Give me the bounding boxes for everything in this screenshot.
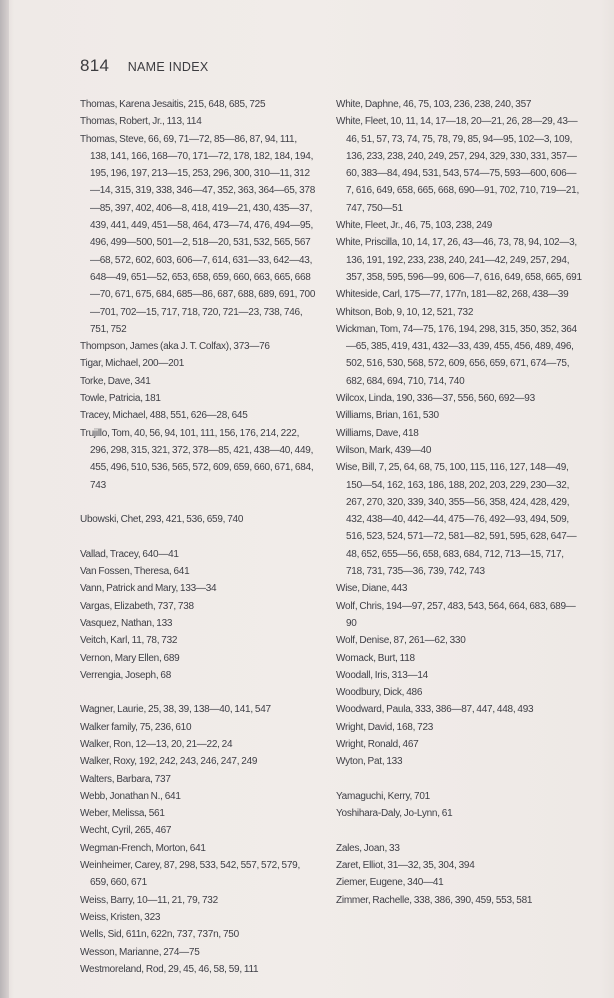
index-entry: Woodall, Iris, 313—14 xyxy=(336,669,428,681)
index-entry: Vasquez, Nathan, 133 xyxy=(80,617,173,629)
index-entry: Van Fossen, Theresa, 641 xyxy=(80,566,190,578)
index-column-right xyxy=(336,96,584,909)
index-entry: Veitch, Karl, 11, 78, 732 xyxy=(80,635,178,647)
index-entry: Wegman-French, Morton, 641 xyxy=(80,842,206,854)
section-spacer xyxy=(80,528,316,545)
index-entry: Walker, Roxy, 192, 242, 243, 246, 247, 249 xyxy=(80,756,258,768)
index-entry: Torke, Dave, 341 xyxy=(80,375,151,387)
section-spacer xyxy=(80,494,316,511)
index-entry: Wagner, Laurie, 25, 38, 39, 138—40, 141, 547 xyxy=(80,704,271,716)
index-entry: Williams, Dave, 418 xyxy=(336,427,419,439)
index-entry: Thompson, James (aka J. T. Colfax), 373—76 xyxy=(80,341,270,353)
index-entry: Weiss, Barry, 10—11, 21, 79, 732 xyxy=(80,894,218,906)
section-title: NAME INDEX xyxy=(127,60,209,74)
index-entry: Weiss, Kristen, 323 xyxy=(80,911,161,923)
page-spine-edge xyxy=(0,0,9,998)
index-entry: Zimmer, Rachelle, 338, 386, 390, 459, 553, 581 xyxy=(336,894,533,906)
index-entry: Wesson, Marianne, 274—75 xyxy=(80,946,200,958)
section-spacer xyxy=(80,684,316,701)
index-entry: Ziemer, Eugene, 340—41 xyxy=(336,877,444,889)
page-number: 814 xyxy=(80,56,110,75)
index-entry: Vernon, Mary Ellen, 689 xyxy=(80,652,180,664)
index-entry: Yamaguchi, Kerry, 701 xyxy=(336,790,430,802)
index-entry: Williams, Brian, 161, 530 xyxy=(336,410,439,422)
section-spacer xyxy=(336,771,584,788)
index-entry: Whiteside, Carl, 175—77, 177n, 181—82, 268, 438—39 xyxy=(336,289,569,301)
index-entry: White, Priscilla, 10, 14, 17, 26, 43—46, 73, 78, 94, 102—3, 136, 191, 192, 233, 238, 240, 241—42, 249, 257, 294, 357, 358, 595, 596—99, 606—7, 616, 649, 658, 665, 691 xyxy=(336,237,582,283)
index-entry: Wecht, Cyril, 265, 467 xyxy=(80,825,172,837)
index-entry: Zales, Joan, 33 xyxy=(336,842,400,854)
index-column-left xyxy=(80,96,316,978)
index-entry: Tigar, Michael, 200—201 xyxy=(80,358,185,370)
index-entry: Walker, Ron, 12—13, 20, 21—22, 24 xyxy=(80,738,233,750)
index-entry: Womack, Burt, 118 xyxy=(336,652,415,664)
index-entry: Weinheimer, Carey, 87, 298, 533, 542, 557, 572, 579, 659, 660, 671 xyxy=(80,860,301,889)
index-entry: Thomas, Steve, 66, 69, 71—72, 85—86, 87, 94, 111, 138, 141, 166, 168—70, 171—72, 178, 182, 184, 194, 195, 196, 197, 213—15, 253, 296, 300, 310—11, 312—14, 315, 319, 338, 346—47, 352, 363, 364—65, 378—85, 397, 402, 406—8, 418, 419—21, 430, 435—37, 439, 441, 449, 451—58, 464, 473—74, 476, 494—95, 496, 499—500, 501—2, 518—20, 531, 532, 565, 567—68, 572, 602, 603, 606—7, 614, 631—33, 642—43, 648—49, 651—52, 653, 658, 659, 660, 663, 665, 668—70, 671, 675, 684, 685—86, 687, 688, 689, 691, 700—701, 702—15, 717, 718, 720, 721—23, 738, 746, 751, 752 xyxy=(80,133,316,335)
index-entry: White, Fleet, 10, 11, 14, 17—18, 20—21, 26, 28—29, 43—46, 51, 57, 73, 74, 75, 78, 79, 85, 94—95, 102—3, 109, 136, 233, 238, 240, 249, 257, 294, 329, 330, 331, 357—60, 383—84, 494, 531, 543, 574—75, 593—600, 606—7, 616, 649, 658, 665, 668, 690—91, 702, 710, 719—21, 747, 750—51 xyxy=(336,116,580,214)
index-entry: Walters, Barbara, 737 xyxy=(80,773,171,785)
index-entry: Ubowski, Chet, 293, 421, 536, 659, 740 xyxy=(80,514,244,526)
index-entry: Tracey, Michael, 488, 551, 626—28, 645 xyxy=(80,410,248,422)
index-entry: Vann, Patrick and Mary, 133—34 xyxy=(80,583,217,595)
index-entry: Trujillo, Tom, 40, 56, 94, 101, 111, 156, 176, 214, 222, 296, 298, 315, 321, 372, 378—85, 421, 438—40, 449, 455, 496, 510, 536, 565, 572, 609, 659, 660, 671, 684, 743 xyxy=(80,427,314,491)
index-entry: Webb, Jonathan N., 641 xyxy=(80,790,181,802)
index-entry: Thomas, Robert, Jr., 113, 114 xyxy=(80,116,202,128)
index-entry: Wright, David, 168, 723 xyxy=(336,721,434,733)
index-entry: Yoshihara-Daly, Jo-Lynn, 61 xyxy=(336,808,453,820)
index-entry: Wilcox, Linda, 190, 336—37, 556, 560, 692—93 xyxy=(336,393,535,405)
index-entry: Woodbury, Dick, 486 xyxy=(336,687,423,699)
index-entry: White, Fleet, Jr., 46, 75, 103, 238, 249 xyxy=(336,220,493,232)
index-entry: Wright, Ronald, 467 xyxy=(336,738,419,750)
index-entry: Wyton, Pat, 133 xyxy=(336,756,403,768)
section-spacer xyxy=(336,822,584,839)
index-entry: Wise, Diane, 443 xyxy=(336,583,408,595)
index-entry: Vargas, Elizabeth, 737, 738 xyxy=(80,600,194,612)
index-entry: White, Daphne, 46, 75, 103, 236, 238, 240, 357 xyxy=(336,99,532,110)
index-entry: Walker family, 75, 236, 610 xyxy=(80,721,192,733)
index-entry: Weber, Melissa, 561 xyxy=(80,808,165,820)
index-entry: Wickman, Tom, 74—75, 176, 194, 298, 315, 350, 352, 364—65, 385, 419, 431, 432—33, 439, 455, 456, 489, 496, 502, 516, 530, 568, 572, 609, 656, 659, 671, 674—75, 682, 684, 694, 710, 714, 740 xyxy=(336,323,577,387)
index-entry: Vallad, Tracey, 640—41 xyxy=(80,548,179,560)
index-entry: Wells, Sid, 611n, 622n, 737, 737n, 750 xyxy=(80,929,239,941)
index-entry: Woodward, Paula, 333, 386—87, 447, 448, 493 xyxy=(336,704,534,716)
index-entry: Whitson, Bob, 9, 10, 12, 521, 732 xyxy=(336,306,474,318)
index-entry: Thomas, Karena Jesaitis, 215, 648, 685, 725 xyxy=(80,99,266,110)
page-header xyxy=(80,56,209,76)
index-entry: Towle, Patricia, 181 xyxy=(80,393,161,405)
index-entry: Wilson, Mark, 439—40 xyxy=(336,444,432,456)
index-entry: Zaret, Elliot, 31—32, 35, 304, 394 xyxy=(336,860,475,872)
index-entry: Wise, Bill, 7, 25, 64, 68, 75, 100, 115, 116, 127, 148—49, 150—54, 162, 163, 186, 188, 202, 203, 229, 230—32, 267, 270, 320, 339, 340, 355—56, 358, 424, 428, 429, 432, 438—40, 442—44, 475—76, 492—93, 494, 509, 516, 523, 524, 571—72, 581—82, 591, 595, 628, 647—48, 652, 655—56, 658, 683, 684, 712, 713—15, 717, 718, 731, 735—36, 739, 742, 743 xyxy=(336,462,577,578)
index-entry: Wolf, Denise, 87, 261—62, 330 xyxy=(336,635,466,647)
index-entry: Wolf, Chris, 194—97, 257, 483, 543, 564, 664, 683, 689—90 xyxy=(336,600,576,629)
index-entry: Verrengia, Joseph, 68 xyxy=(80,669,172,681)
index-entry: Westmoreland, Rod, 29, 45, 46, 58, 59, 111 xyxy=(80,963,259,975)
